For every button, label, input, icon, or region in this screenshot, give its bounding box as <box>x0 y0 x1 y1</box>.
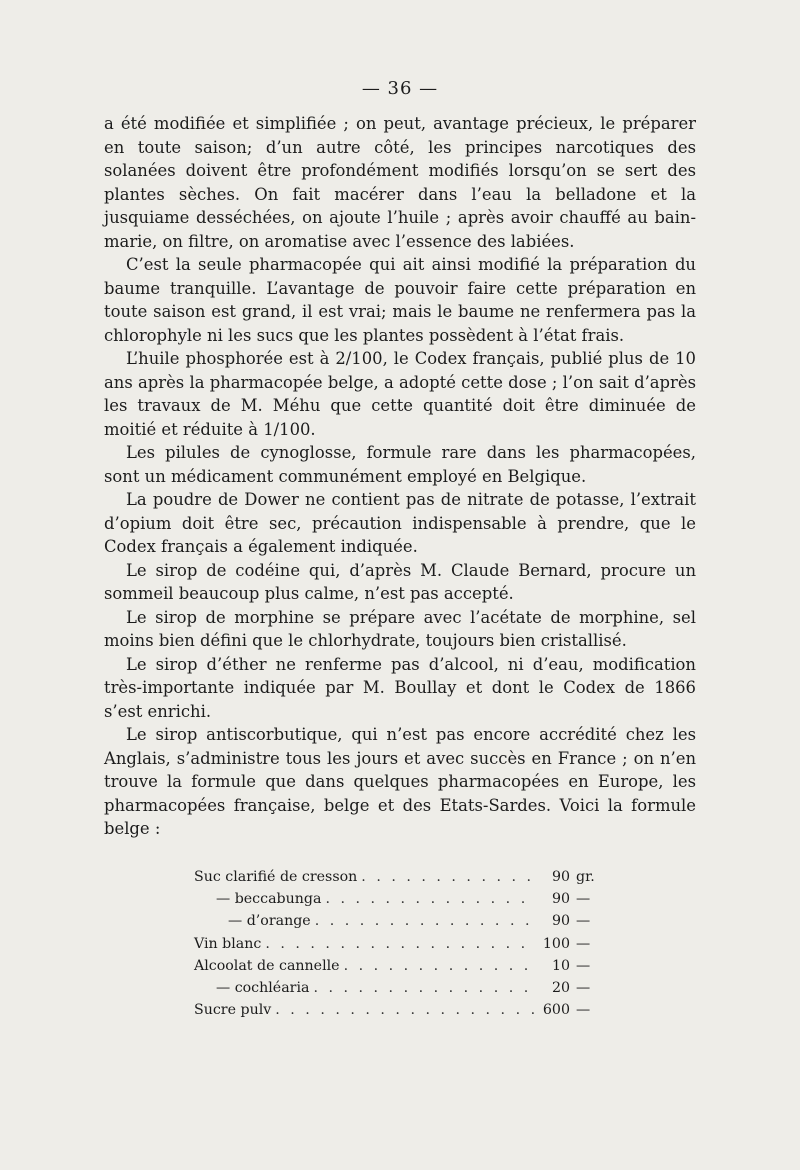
leader-dots <box>357 866 534 888</box>
paragraph: C’est la seule pharmacopée qui ait ainsi modifié la préparation du baume tranquille. L’avantage de pouvoir faire cette préparation en toute saison est grand, il est vrai; mais le baume ne renfermera pas la chlorophyle ni les sucs que les plantes possèdent à l’état frais. <box>104 255 696 345</box>
ingredient-name: Vin blanc <box>194 935 262 952</box>
ingredient-unit: — <box>576 979 591 996</box>
ingredient-unit: gr. <box>576 869 595 885</box>
formula-row <box>194 977 604 999</box>
ingredient-quantity: 90 <box>551 869 570 885</box>
ingredient-unit: — <box>576 913 591 930</box>
ingredient-quantity: 90 <box>551 891 570 908</box>
leader-dots <box>311 910 534 932</box>
ingredient-name: Alcoolat de cannelle <box>194 957 340 974</box>
leader-dots <box>321 888 534 910</box>
ingredient-unit: — <box>576 891 591 908</box>
paragraph: Les pilules de cynoglosse, formule rare dans les pharmacopées, sont un médicament communément employé en Belgique. <box>104 443 696 486</box>
ingredient-name: — d’orange <box>228 913 311 930</box>
ingredient-name: Suc clarifié de cresson <box>194 869 358 885</box>
body-text <box>104 112 696 841</box>
leader-dots <box>271 999 534 1021</box>
ingredient-name: Sucre pulv <box>194 1002 272 1019</box>
formula-list <box>194 866 604 1021</box>
ingredient-quantity: 90 <box>551 913 570 930</box>
paragraph: Le sirop antiscorbutique, qui n’est pas encore accrédité chez les Anglais, s’administre tous les jours et avec succès en France ; on n’en trouve la formule que dans quelques pharmacopées en Europe, les pharmacopées française, belge et des Etats-Sardes. Voici la formule belge : <box>104 725 696 838</box>
ingredient-unit: — <box>576 1002 591 1019</box>
paragraph: Le sirop de codéine qui, d’après M. Claude Bernard, procure un sommeil beaucoup plus calme, n’est pas accepté. <box>104 560 696 603</box>
paragraph: Le sirop d’éther ne renferme pas d’alcool, ni d’eau, modification très-importante indiquée par M. Boullay et dont le Codex de 1866 s’est enrichi. <box>104 654 696 721</box>
formula-row <box>194 910 604 932</box>
leader-dots <box>261 933 534 955</box>
paragraph: a été modifiée et simplifiée ; on peut, avantage précieux, le préparer en toute saison; d’un autre côté, les principes narcotiques des solanées doivent être profondément modifiés lorsqu’on se sert des plantes sèches. On fait macérer dans l’eau la belladone et la jusquiame desséchées, on ajoute l’huile ; après avoir chauffé au bain-marie, on filtre, on aromatise avec l’essence des labiées. <box>104 114 696 251</box>
formula-row <box>194 933 604 955</box>
ingredient-unit: — <box>576 957 591 974</box>
ingredient-quantity: 10 <box>551 957 570 974</box>
page-number: — 36 — <box>361 78 439 99</box>
formula-row <box>194 866 604 888</box>
formula-row <box>194 955 604 977</box>
ingredient-quantity: 600 <box>542 1002 570 1019</box>
ingredient-quantity: 20 <box>551 979 570 996</box>
formula-row <box>194 888 604 910</box>
leader-dots <box>340 955 534 977</box>
ingredient-name: — cochléaria <box>216 979 310 996</box>
paragraph: La poudre de Dower ne contient pas de nitrate de potasse, l’extrait d’opium doit être sec, précaution indispensable à prendre, que le Codex français a également indiquée. <box>104 490 696 556</box>
leader-dots <box>309 977 534 999</box>
paragraph: L’huile phosphorée est à 2/100, le Codex français, publié plus de 10 ans après la pharmacopée belge, a adopté cette dose ; l’on sait d’après les travaux de M. Méhu que cette quantité doit être diminuée de moitié et réduite à 1/100. <box>104 349 696 439</box>
paragraph: Le sirop de morphine se prépare avec l’acétate de morphine, sel moins bien défini que le chlorhydrate, toujours bien cristallisé. <box>104 607 696 650</box>
ingredient-quantity: 100 <box>542 935 570 952</box>
ingredient-name: — beccabunga <box>216 891 322 908</box>
formula-row <box>194 999 604 1021</box>
ingredient-unit: — <box>576 935 591 952</box>
